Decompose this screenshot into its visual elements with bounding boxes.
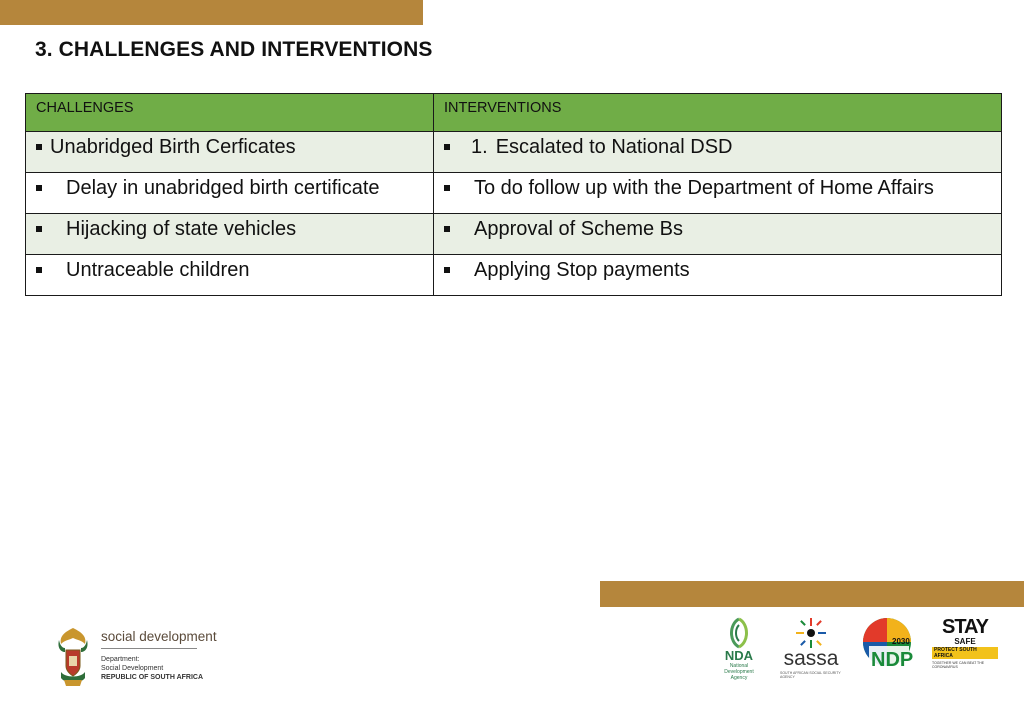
sassa-text: sassa <box>783 647 839 670</box>
intervention-cell <box>434 214 1002 255</box>
bullet-icon <box>444 185 450 191</box>
table-row <box>26 214 1002 255</box>
challenge-cell <box>26 214 434 255</box>
dept-line-3: REPUBLIC OF SOUTH AFRICA <box>101 674 204 681</box>
coat-of-arms-icon <box>55 626 91 688</box>
intervention-cell <box>434 132 1002 173</box>
ndp-2030-icon <box>861 616 913 674</box>
table-row <box>26 255 1002 296</box>
challenges-table <box>25 93 1002 296</box>
top-accent-bar <box>0 0 423 25</box>
safe-text: SAFE <box>954 637 976 646</box>
challenge-cell <box>26 173 434 214</box>
nda-logo <box>716 616 762 681</box>
dept-line-1: Department: <box>101 656 140 663</box>
sassa-emblem-icon <box>794 616 828 650</box>
sassa-sub: SOUTH AFRICAN SOCIAL SECURITY AGENCY <box>780 671 841 679</box>
partner-logos <box>716 616 1016 681</box>
sassa-logo <box>780 616 842 679</box>
intervention-text: To do follow up with the Department of Home Affairs <box>474 177 934 199</box>
challenge-text: Unabridged Birth Cerficates <box>50 136 296 158</box>
bullet-icon <box>444 144 450 150</box>
header-challenges: CHALLENGES <box>26 94 434 132</box>
list-number: 1. <box>471 136 488 158</box>
bullet-icon <box>444 226 450 232</box>
stay-text: STAY <box>941 616 989 638</box>
intervention-cell <box>434 255 1002 296</box>
ndp-text: NDP <box>871 649 913 671</box>
bullet-icon <box>36 185 42 191</box>
challenge-cell <box>26 255 434 296</box>
challenge-text: Delay in unabridged birth certificate <box>66 177 380 199</box>
nda-text: NDA <box>724 648 754 663</box>
safe-sub: TOGETHER WE CAN BEAT THE CORONAVIRUS <box>932 661 985 669</box>
table-header-row <box>26 94 1002 132</box>
header-interventions: INTERVENTIONS <box>434 94 1002 132</box>
nda-sub-3: Agency <box>730 675 748 681</box>
ndp-year: 2030 <box>892 637 910 646</box>
department-logo <box>55 626 217 688</box>
intervention-text: Applying Stop payments <box>474 259 690 281</box>
page-title: 3. CHALLENGES AND INTERVENTIONS <box>35 38 433 61</box>
stay-safe-logo <box>932 616 998 669</box>
bullet-icon <box>36 144 42 150</box>
bullet-icon <box>36 267 42 273</box>
intervention-text: Escalated to National DSD <box>495 136 733 158</box>
table-row <box>26 132 1002 173</box>
dept-brand-text: social development <box>101 629 217 644</box>
divider <box>101 648 197 649</box>
dept-line-2: Social Development <box>101 665 164 672</box>
bottom-accent-bar <box>600 581 1024 607</box>
challenge-text: Hijacking of state vehicles <box>66 218 297 240</box>
nda-sub-1: National <box>729 663 749 669</box>
bullet-icon <box>444 267 450 273</box>
intervention-cell <box>434 173 1002 214</box>
intervention-text: Approval of Scheme Bs <box>474 218 683 240</box>
challenge-cell <box>26 132 434 173</box>
nda-sub-2: Development <box>724 669 754 675</box>
bullet-icon <box>36 226 42 232</box>
challenge-text: Untraceable children <box>66 259 250 281</box>
ndp-logo <box>860 616 914 674</box>
safe-tag: PROTECT SOUTH AFRICA <box>932 647 998 659</box>
nda-leaf-icon <box>722 616 756 650</box>
table-row <box>26 173 1002 214</box>
